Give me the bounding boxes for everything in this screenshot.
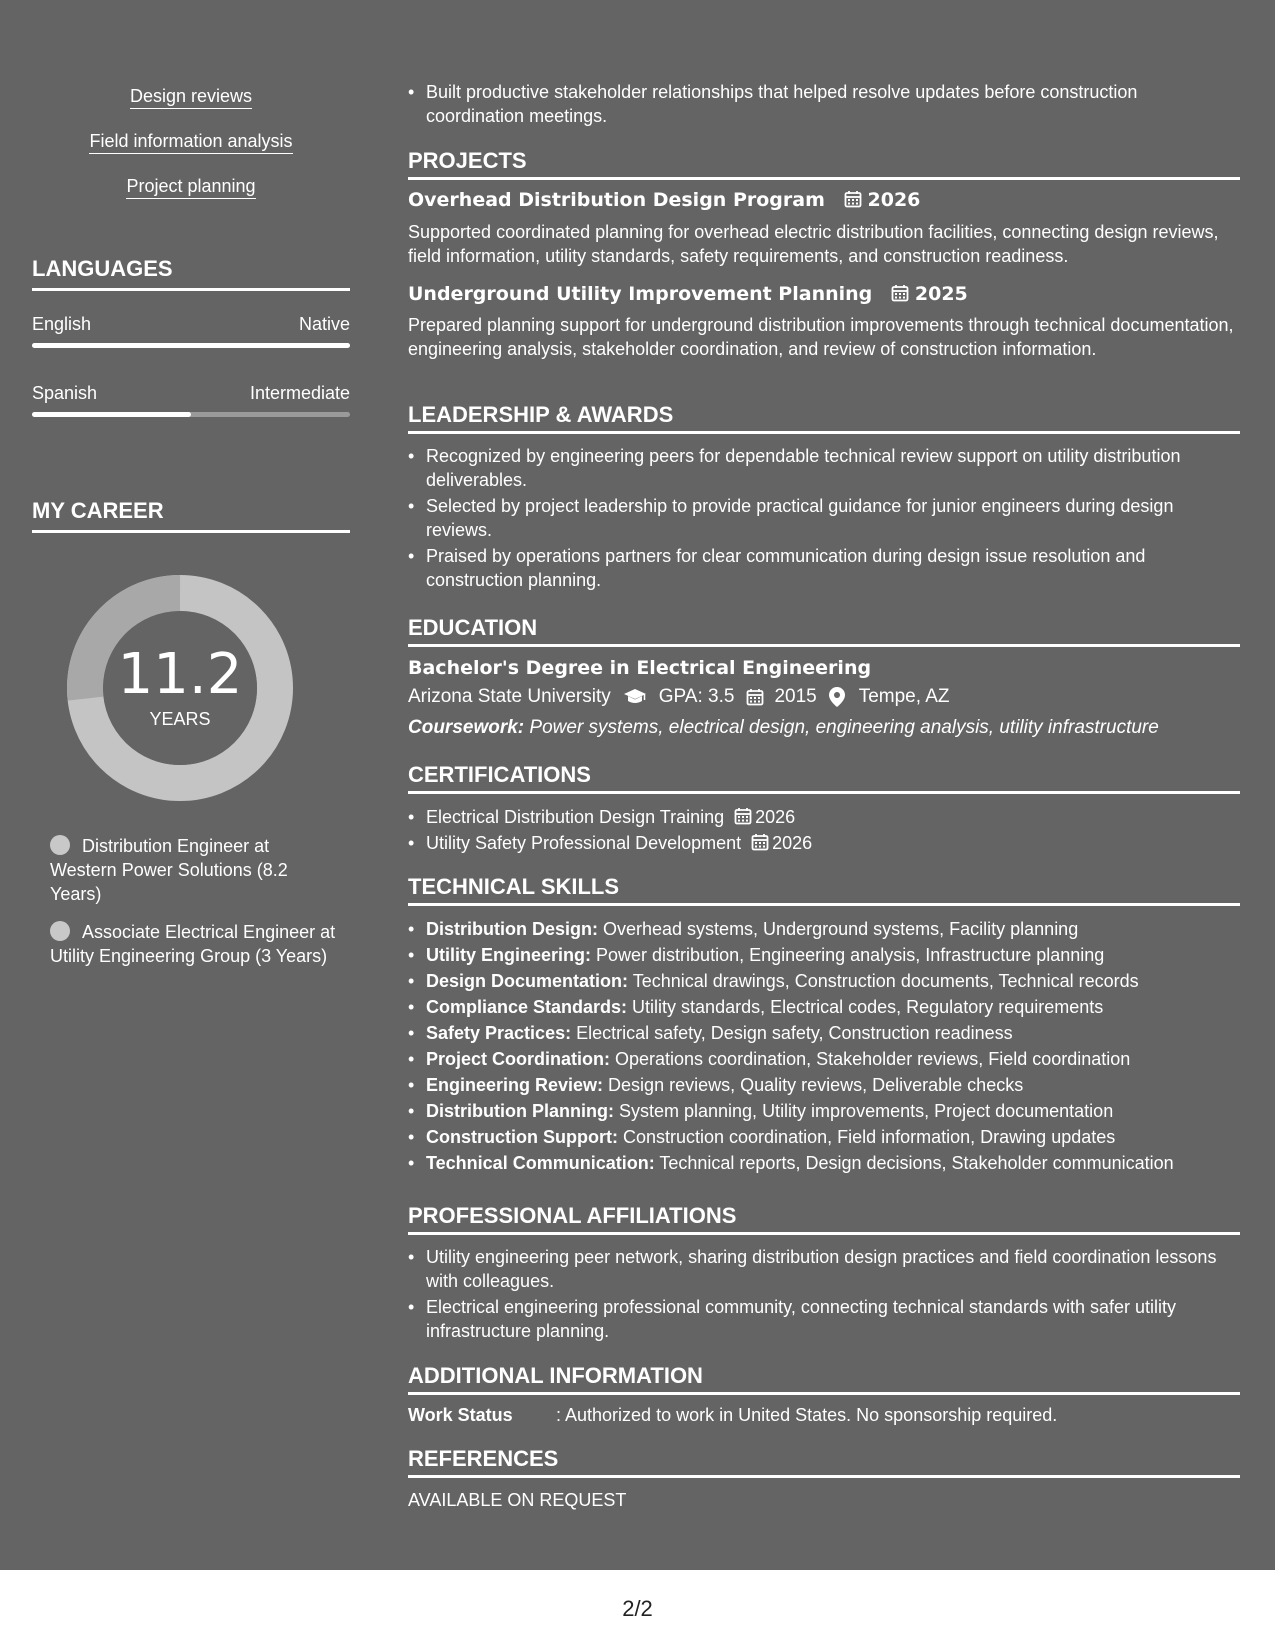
skill-category: Project Coordination:: [426, 1049, 610, 1069]
location: Tempe, AZ: [858, 686, 950, 707]
certifications-list: [408, 805, 1240, 857]
project-description: Supported coordinated planning for overhead electric distribution facilities, connecting design reviews, field information, utility standards, safety requirements, and construction readiness.: [408, 222, 1219, 266]
calendar-icon: [891, 284, 909, 302]
skill-values: Design reviews, Quality reviews, Deliverable checks: [603, 1075, 1024, 1095]
career-item: Associate Electrical Engineer at Utility Engineering Group (3 Years): [50, 922, 336, 966]
list-item: [408, 1151, 1240, 1175]
work-status-label: Work Status: [408, 1405, 513, 1425]
references-text: AVAILABLE ON REQUEST: [408, 1490, 627, 1510]
list-item: • Selected by project leadership to provide practical guidance for junior engineers during design reviews.: [408, 494, 1240, 542]
awards-list: [408, 444, 1240, 594]
skill-link-field-information[interactable]: Field information analysis: [32, 131, 350, 152]
project-title: Overhead Distribution Design Program 2026: [408, 189, 921, 211]
language-english: [32, 314, 350, 335]
career-dot-icon: [50, 921, 70, 941]
work-status-value: : Authorized to work in United States. No sponsorship required.: [556, 1405, 1058, 1425]
list-item: [408, 995, 1240, 1019]
technical-skills-heading: TECHNICAL SKILLS: [408, 874, 1240, 906]
skill-values: Technical drawings, Construction documents, Technical records: [628, 971, 1139, 991]
skill-values: Technical reports, Design decisions, Stakeholder communication: [654, 1153, 1174, 1173]
career-donut-chart: [67, 575, 293, 801]
language-spanish: [32, 383, 350, 404]
skill-category: Design Documentation:: [426, 971, 629, 991]
skill-link-design-reviews[interactable]: Design reviews: [32, 86, 350, 107]
skill-values: Overhead systems, Underground systems, Facility planning: [598, 919, 1079, 939]
language-level: Native: [298, 314, 350, 334]
project-year: 2025: [914, 283, 968, 305]
graduation-year: 2015: [774, 686, 817, 707]
skill-category: Distribution Design:: [426, 919, 598, 939]
calendar-icon: [734, 807, 752, 825]
graduation-cap-icon: [623, 688, 647, 706]
skill-category: Utility Engineering:: [426, 945, 592, 965]
career-years-unit: YEARS: [149, 709, 211, 729]
skill-category: Distribution Planning:: [426, 1101, 614, 1121]
references-heading: REFERENCES: [408, 1446, 1240, 1478]
list-item: [408, 1021, 1240, 1045]
calendar-icon: [751, 833, 769, 851]
career-heading: MY CAREER: [32, 498, 350, 533]
languages-heading: LANGUAGES: [32, 256, 350, 291]
awards-heading: LEADERSHIP & AWARDS: [408, 402, 1240, 434]
coursework: Coursework: Power systems, electrical design, engineering analysis, utility infrastructure: [408, 717, 1159, 738]
language-english-bar: [32, 343, 350, 348]
list-item: [408, 1073, 1240, 1097]
language-spanish-fill: [32, 412, 191, 417]
career-total-years: 11.2: [117, 642, 243, 707]
career-dot-icon: [50, 835, 70, 855]
list-item: • Electrical Distribution Design Training 2026: [408, 805, 1240, 829]
projects-heading: PROJECTS: [408, 148, 1240, 180]
education-details: [408, 686, 950, 708]
certifications-heading: CERTIFICATIONS: [408, 762, 1240, 794]
project-description: Prepared planning support for underground distribution improvements through technical documentation, engineering analysis, stakeholder coordination, and review of construction information.: [408, 315, 1234, 359]
education-heading: EDUCATION: [408, 615, 1240, 647]
skill-values: System planning, Utility improvements, Project documentation: [613, 1101, 1114, 1121]
skill-category: Safety Practices:: [426, 1023, 572, 1043]
work-status: [408, 1403, 1240, 1427]
list-item: [408, 969, 1240, 993]
project-title: Underground Utility Improvement Planning 2025: [408, 283, 968, 305]
affiliations-list: [408, 1245, 1240, 1345]
additional-info-heading: ADDITIONAL INFORMATION: [408, 1363, 1240, 1395]
list-item: [408, 1125, 1240, 1149]
language-spanish-bar: [32, 412, 350, 417]
skill-values: Operations coordination, Stakeholder reviews, Field coordination: [610, 1049, 1131, 1069]
intro-bullets: [408, 80, 1240, 130]
language-name: English: [32, 314, 92, 334]
project-year: 2026: [867, 189, 921, 211]
language-english-fill: [32, 343, 350, 348]
skill-values: Construction coordination, Field information, Drawing updates: [617, 1127, 1116, 1147]
skill-category: Construction Support:: [426, 1127, 618, 1147]
skill-values: Power distribution, Engineering analysis, Infrastructure planning: [591, 945, 1105, 965]
skill-values: Utility standards, Electrical codes, Regulatory requirements: [627, 997, 1104, 1017]
calendar-icon: [844, 190, 862, 208]
list-item: [408, 943, 1240, 967]
skill-values: Electrical safety, Design safety, Construction readiness: [571, 1023, 1013, 1043]
school-name: Arizona State University: [408, 686, 611, 707]
list-item: • Praised by operations partners for clear communication during design issue resolution and construction planning.: [408, 544, 1240, 592]
list-item: • Utility engineering peer network, sharing distribution design practices and field coordination lessons with colleagues.: [408, 1245, 1240, 1293]
language-level: Intermediate: [249, 383, 350, 403]
affiliations-heading: PROFESSIONAL AFFILIATIONS: [408, 1203, 1240, 1235]
skill-link-project-planning[interactable]: Project planning: [32, 176, 350, 197]
list-item: • Utility Safety Professional Development 2026: [408, 831, 1240, 855]
skill-category: Engineering Review:: [426, 1075, 604, 1095]
list-item: • Electrical engineering professional community, connecting technical standards with safer utility infrastructure planning.: [408, 1295, 1240, 1343]
list-item: [408, 1047, 1240, 1071]
location-pin-icon: [829, 687, 845, 707]
career-item: Distribution Engineer at Western Power Solutions (8.2 Years): [50, 836, 288, 904]
skill-category: Compliance Standards:: [426, 997, 628, 1017]
language-name: Spanish: [32, 383, 98, 403]
list-item: [408, 917, 1240, 941]
skill-category: Technical Communication:: [426, 1153, 655, 1173]
page-number: 2/2: [622, 1596, 653, 1621]
technical-skills-list: [408, 917, 1240, 1177]
degree-title: Bachelor's Degree in Electrical Engineering: [408, 657, 872, 679]
list-item: [408, 1099, 1240, 1123]
list-item: • Recognized by engineering peers for dependable technical review support on utility distribution deliverables.: [408, 444, 1240, 492]
calendar-icon: [746, 688, 764, 706]
list-item: • Built productive stakeholder relationships that helped resolve updates before construction coordination meetings.: [408, 80, 1240, 128]
gpa: GPA: 3.5: [658, 686, 735, 707]
